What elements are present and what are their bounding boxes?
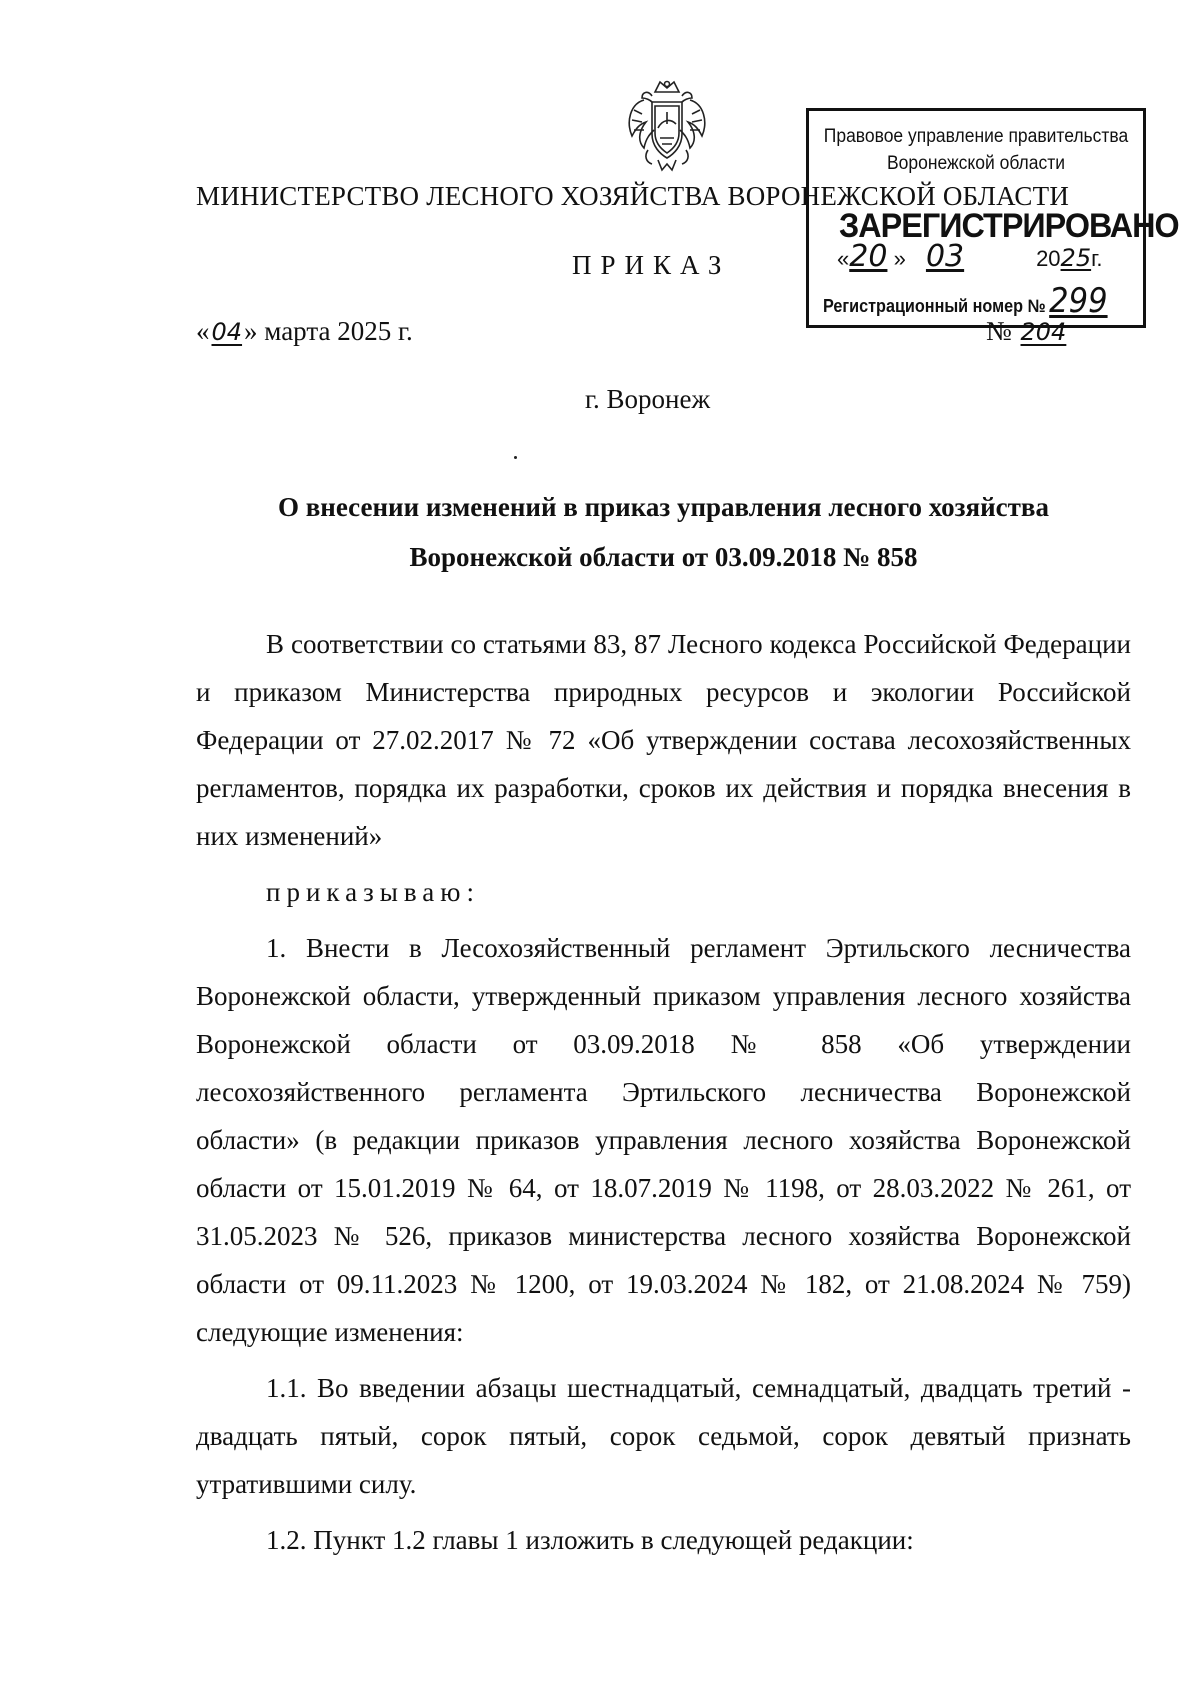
stamp-year-handwritten: 25 <box>1060 244 1092 272</box>
stamp-close-quote: » <box>893 246 906 271</box>
order-word: приказываю: <box>266 877 480 907</box>
stamp-regno-label: Регистрационный номер № <box>823 296 1046 316</box>
ministry-name: МИНИСТЕРСТВО ЛЕСНОГО ХОЗЯЙСТВА ВОРОНЕЖСКОЙ ОБЛАСТИ <box>196 181 1070 211</box>
document-body <box>196 620 1131 1572</box>
stamp-open-quote: « <box>837 246 850 271</box>
city: г. Воронеж <box>585 384 711 414</box>
stamp-registered: ЗАРЕГИСТРИРОВАНО <box>839 207 1179 245</box>
date-month-year: » марта 2025 г. <box>244 316 413 346</box>
coat-of-arms-icon <box>622 78 712 178</box>
stamp-org-line-1: Правовое управление правительства <box>823 126 1129 147</box>
document-title <box>196 482 1131 582</box>
document-type: ПРИКАЗ <box>572 250 731 280</box>
stamp-org-line-2: Воронежской области <box>886 153 1065 174</box>
number-handwritten: 204 <box>1020 318 1067 346</box>
date-day-handwritten: 04 <box>211 318 243 346</box>
scan-speck <box>514 456 517 459</box>
item-1-2: 1.2. Пункт 1.2 главы 1 изложить в следующей редакции: <box>266 1525 914 1555</box>
stamp-month-handwritten: 03 <box>925 239 965 274</box>
stamp-date <box>837 239 1137 274</box>
stamp-year-suffix: г. <box>1091 246 1103 271</box>
stamp-registration-number <box>823 281 1111 321</box>
stamp-organization <box>822 123 1129 177</box>
item-1: 1. Внести в Лесохозяйственный регламент Эртильского лесничества Воронежской области, утвержденный приказом управления лесного хозяйства Воронежской области от 03.09.2018 № 858 «Об утверждении лесохозяйственного регламента Эртильского лесничества Воронежской области» (в редакции приказов управления лесного хозяйства Воронежской области от 15.01.2019 № 64, от 18.07.2019 № 1198, от 28.03.2022 № 261, от 31.05.2023 № 526, приказов министерства лесного хозяйства Воронежской области от 09.11.2023 № 1200, от 19.03.2024 № 182, от 21.08.2024 № 759) следующие изменения: <box>196 933 1131 1347</box>
stamp-regno-handwritten: 299 <box>1049 281 1108 321</box>
order-date <box>196 316 413 347</box>
stamp-day-handwritten: 20 <box>849 239 888 274</box>
title-line-2: Воронежской области от 03.09.2018 № 858 <box>409 542 918 572</box>
stamp-year-printed: 20 <box>1036 246 1061 271</box>
date-open-quote: « <box>196 316 210 346</box>
item-1-1: 1.1. Во введении абзацы шестнадцатый, семнадцатый, двадцать третий - двадцать пятый, сорок пятый, сорок седьмой, сорок девятый признать утратившими силу. <box>196 1373 1131 1499</box>
number-label: № <box>986 316 1012 346</box>
title-line-1: О внесении изменений в приказ управления лесного хозяйства <box>277 492 1050 522</box>
registration-stamp <box>806 108 1179 328</box>
intro-paragraph: В соответствии со статьями 83, 87 Лесного кодекса Российской Федерации и приказом Министерства природных ресурсов и экологии Российской Федерации от 27.02.2017 № 72 «Об утверждении состава лесохозяйственных регламентов, порядка их разработки, сроков их действия и порядка внесения в них изменений» <box>196 629 1131 851</box>
